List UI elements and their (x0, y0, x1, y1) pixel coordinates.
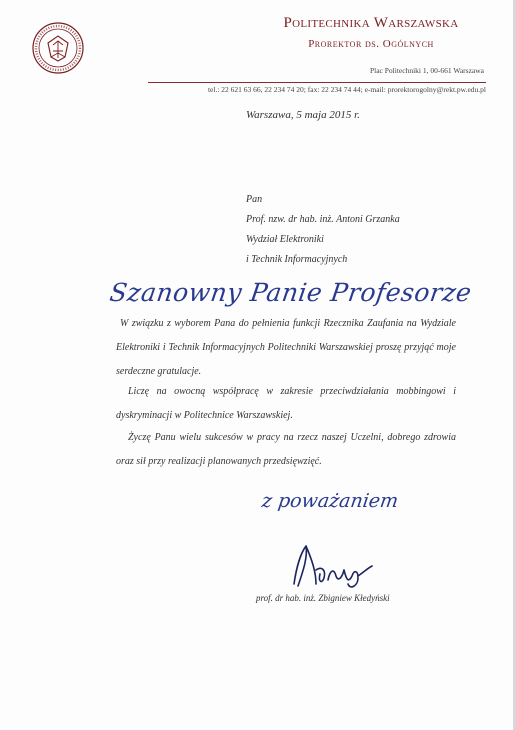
recipient-unit-line2: i Technik Informacyjnych (246, 254, 348, 265)
university-seal-icon (31, 21, 85, 75)
recipient-prefix: Pan (246, 194, 263, 205)
letterhead-divider (148, 82, 486, 83)
signatory-name: prof. dr hab. inż. Zbigniew Kłedyński (256, 593, 390, 603)
address-line: Plac Politechniki 1, 00-661 Warszawa (369, 66, 484, 75)
office-name: Prorektor ds. Ogólnych (308, 38, 434, 50)
body-paragraph-1: W związku z wyborem Pana do pełnienia funkcji Rzecznika Zaufania na Wydziale Elektroniki i Technik Informacyjnych Politechniki Warszawskiej proszę przyjąć moje serdeczne gratulacje. (116, 318, 456, 377)
handwritten-salutation: Szanowny Panie Profesorze (107, 278, 474, 307)
institution-name: Politechnika Warszawska (283, 15, 459, 31)
recipient-name: Prof. nzw. dr hab. inż. Antoni Grzanka (246, 214, 400, 225)
body-paragraph-3: Życzę Panu wielu sukcesów w pracy na rzecz naszej Uczelni, dobrego zdrowia oraz sił przy realizacji planowanych przedsięwzięć. (116, 432, 456, 467)
handwritten-closing: z poważaniem (260, 490, 400, 512)
body-paragraph-2: Liczę na owocną współpracę w zakresie przeciwdziałania mobbingowi i dyskryminacji w Politechnice Warszawskiej. (116, 386, 456, 421)
handwritten-signature (286, 540, 376, 590)
recipient-unit-line1: Wydział Elektroniki (246, 234, 324, 245)
contact-line: tel.: 22 621 63 66, 22 234 74 20; fax: 22 234 74 44; e-mail: prorektorogolny@rekt.pw.edu.pl (207, 85, 486, 94)
letter-date: Warszawa, 5 maja 2015 r. (246, 109, 360, 121)
